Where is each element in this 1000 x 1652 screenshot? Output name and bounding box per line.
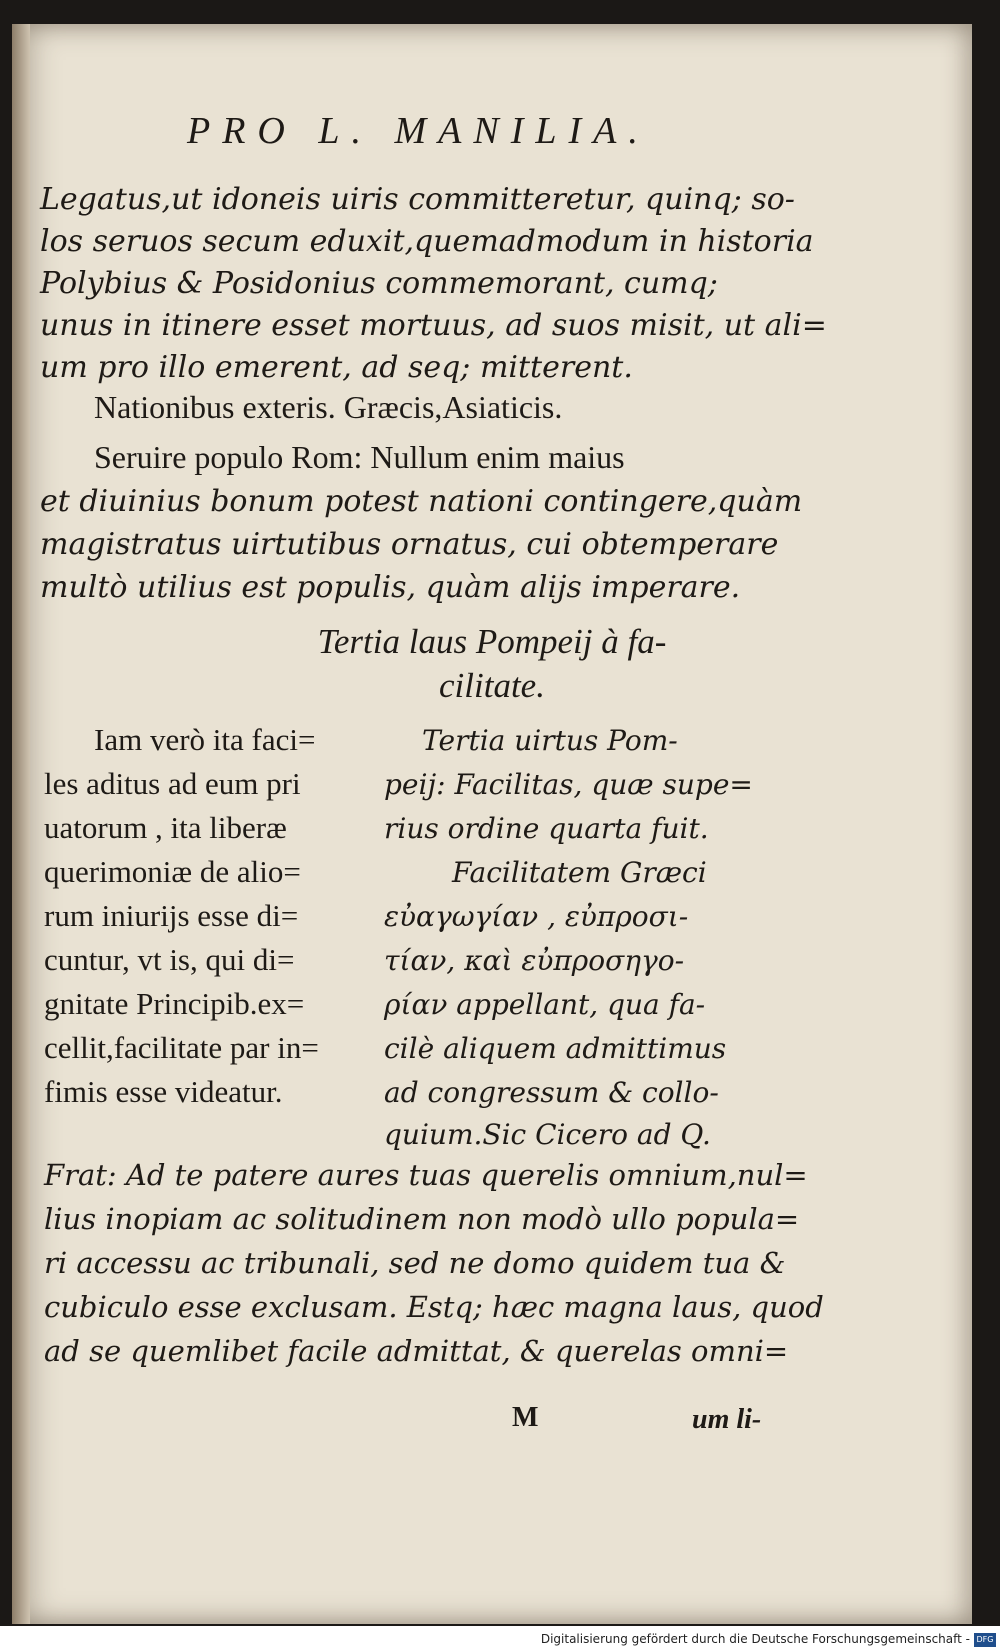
seruire-line-3: magistratus uirtutibus ornatus, cui obtemperare: [40, 527, 779, 562]
right-col-line-9: ad congressum & collo-: [384, 1076, 719, 1109]
left-col-line-1: Iam verò ita faci=: [94, 722, 316, 757]
bottom-line-2: lius inopiam ac solitudinem non modò ullo popula=: [44, 1202, 800, 1236]
section-heading-1: Tertia laus Pompeij à fa-: [317, 622, 667, 661]
right-col-line-8: cilè aliquem admittimus: [384, 1032, 727, 1065]
top-line-5: um pro illo emerent, ad seq; mitterent.: [40, 350, 633, 385]
top-line-1: Legatus,ut idoneis uiris committeretur, quinq; so-: [40, 182, 795, 217]
bottom-line-4: cubiculo esse exclusam. Estq; hæc magna laus, quod: [44, 1290, 824, 1324]
catchword: um li-: [692, 1404, 762, 1435]
seruire-line-4: multò utilius est populis, quàm alijs imperare.: [40, 570, 741, 605]
right-col-line-10: quium.Sic Cicero ad Q.: [384, 1118, 711, 1151]
nationibus-line: Nationibus exteris. Græcis,Asiaticis.: [94, 389, 563, 425]
left-col-line-4: querimoniæ de alio=: [44, 854, 301, 889]
right-col-line-1: Tertia uirtus Pom-: [422, 724, 678, 757]
left-col-line-5: rum iniurijs esse di=: [44, 898, 299, 933]
dfg-logo: DFG: [974, 1633, 996, 1647]
footer-credit: Digitalisierung gefördert durch die Deutsche Forschungsgemeinschaft -: [540, 1632, 970, 1646]
running-header: PRO L. MANILIA.: [187, 110, 650, 152]
left-col-line-8: cellit,facilitate par in=: [44, 1030, 319, 1065]
page-spine-shadow: [12, 24, 30, 1624]
footer-bar: [0, 1626, 1000, 1652]
left-col-line-3: uatorum , ita liberæ: [44, 810, 287, 845]
bottom-line-5: ad se quemlibet facile admittat, & querelas omni=: [44, 1334, 789, 1368]
left-col-line-7: gnitate Principib.ex=: [44, 986, 305, 1021]
right-col-line-3: rius ordine quarta fuit.: [384, 812, 709, 845]
bottom-line-1: Frat: Ad te patere aures tuas querelis omnium,nul=: [44, 1158, 808, 1192]
section-heading-2: cilitate.: [439, 666, 545, 705]
top-line-2: los seruos secum eduxit,quemadmodum in historia: [40, 224, 814, 259]
seruire-line-1: Seruire populo Rom: Nullum enim maius: [94, 439, 625, 475]
bottom-line-3: ri accessu ac tribunali, sed ne domo quidem tua &: [44, 1246, 786, 1280]
top-line-4: unus in itinere esset mortuus, ad suos misit, ut ali=: [40, 308, 827, 343]
right-col-line-6: τίαν, καὶ εὐπροσηγο-: [384, 944, 685, 977]
left-col-line-2: les aditus ad eum pri: [44, 766, 301, 801]
right-col-line-5: εὐαγωγίαν , εὐπροσι-: [384, 900, 689, 933]
seruire-line-2: et diuinius bonum potest nationi contingere,quàm: [40, 484, 803, 519]
right-col-line-4: Facilitatem Græci: [452, 856, 707, 889]
left-col-line-6: cuntur, vt is, qui di=: [44, 942, 295, 977]
right-col-line-7: ρίαν appellant, qua fa-: [384, 988, 706, 1021]
top-line-3: Polybius & Posidonius commemorant, cumq;: [40, 266, 718, 301]
right-col-line-2: peij: Facilitas, quæ supe=: [384, 768, 753, 801]
signature-mark: M: [512, 1402, 539, 1433]
book-page: [12, 24, 972, 1624]
left-col-line-9: fimis esse videatur.: [44, 1074, 283, 1109]
